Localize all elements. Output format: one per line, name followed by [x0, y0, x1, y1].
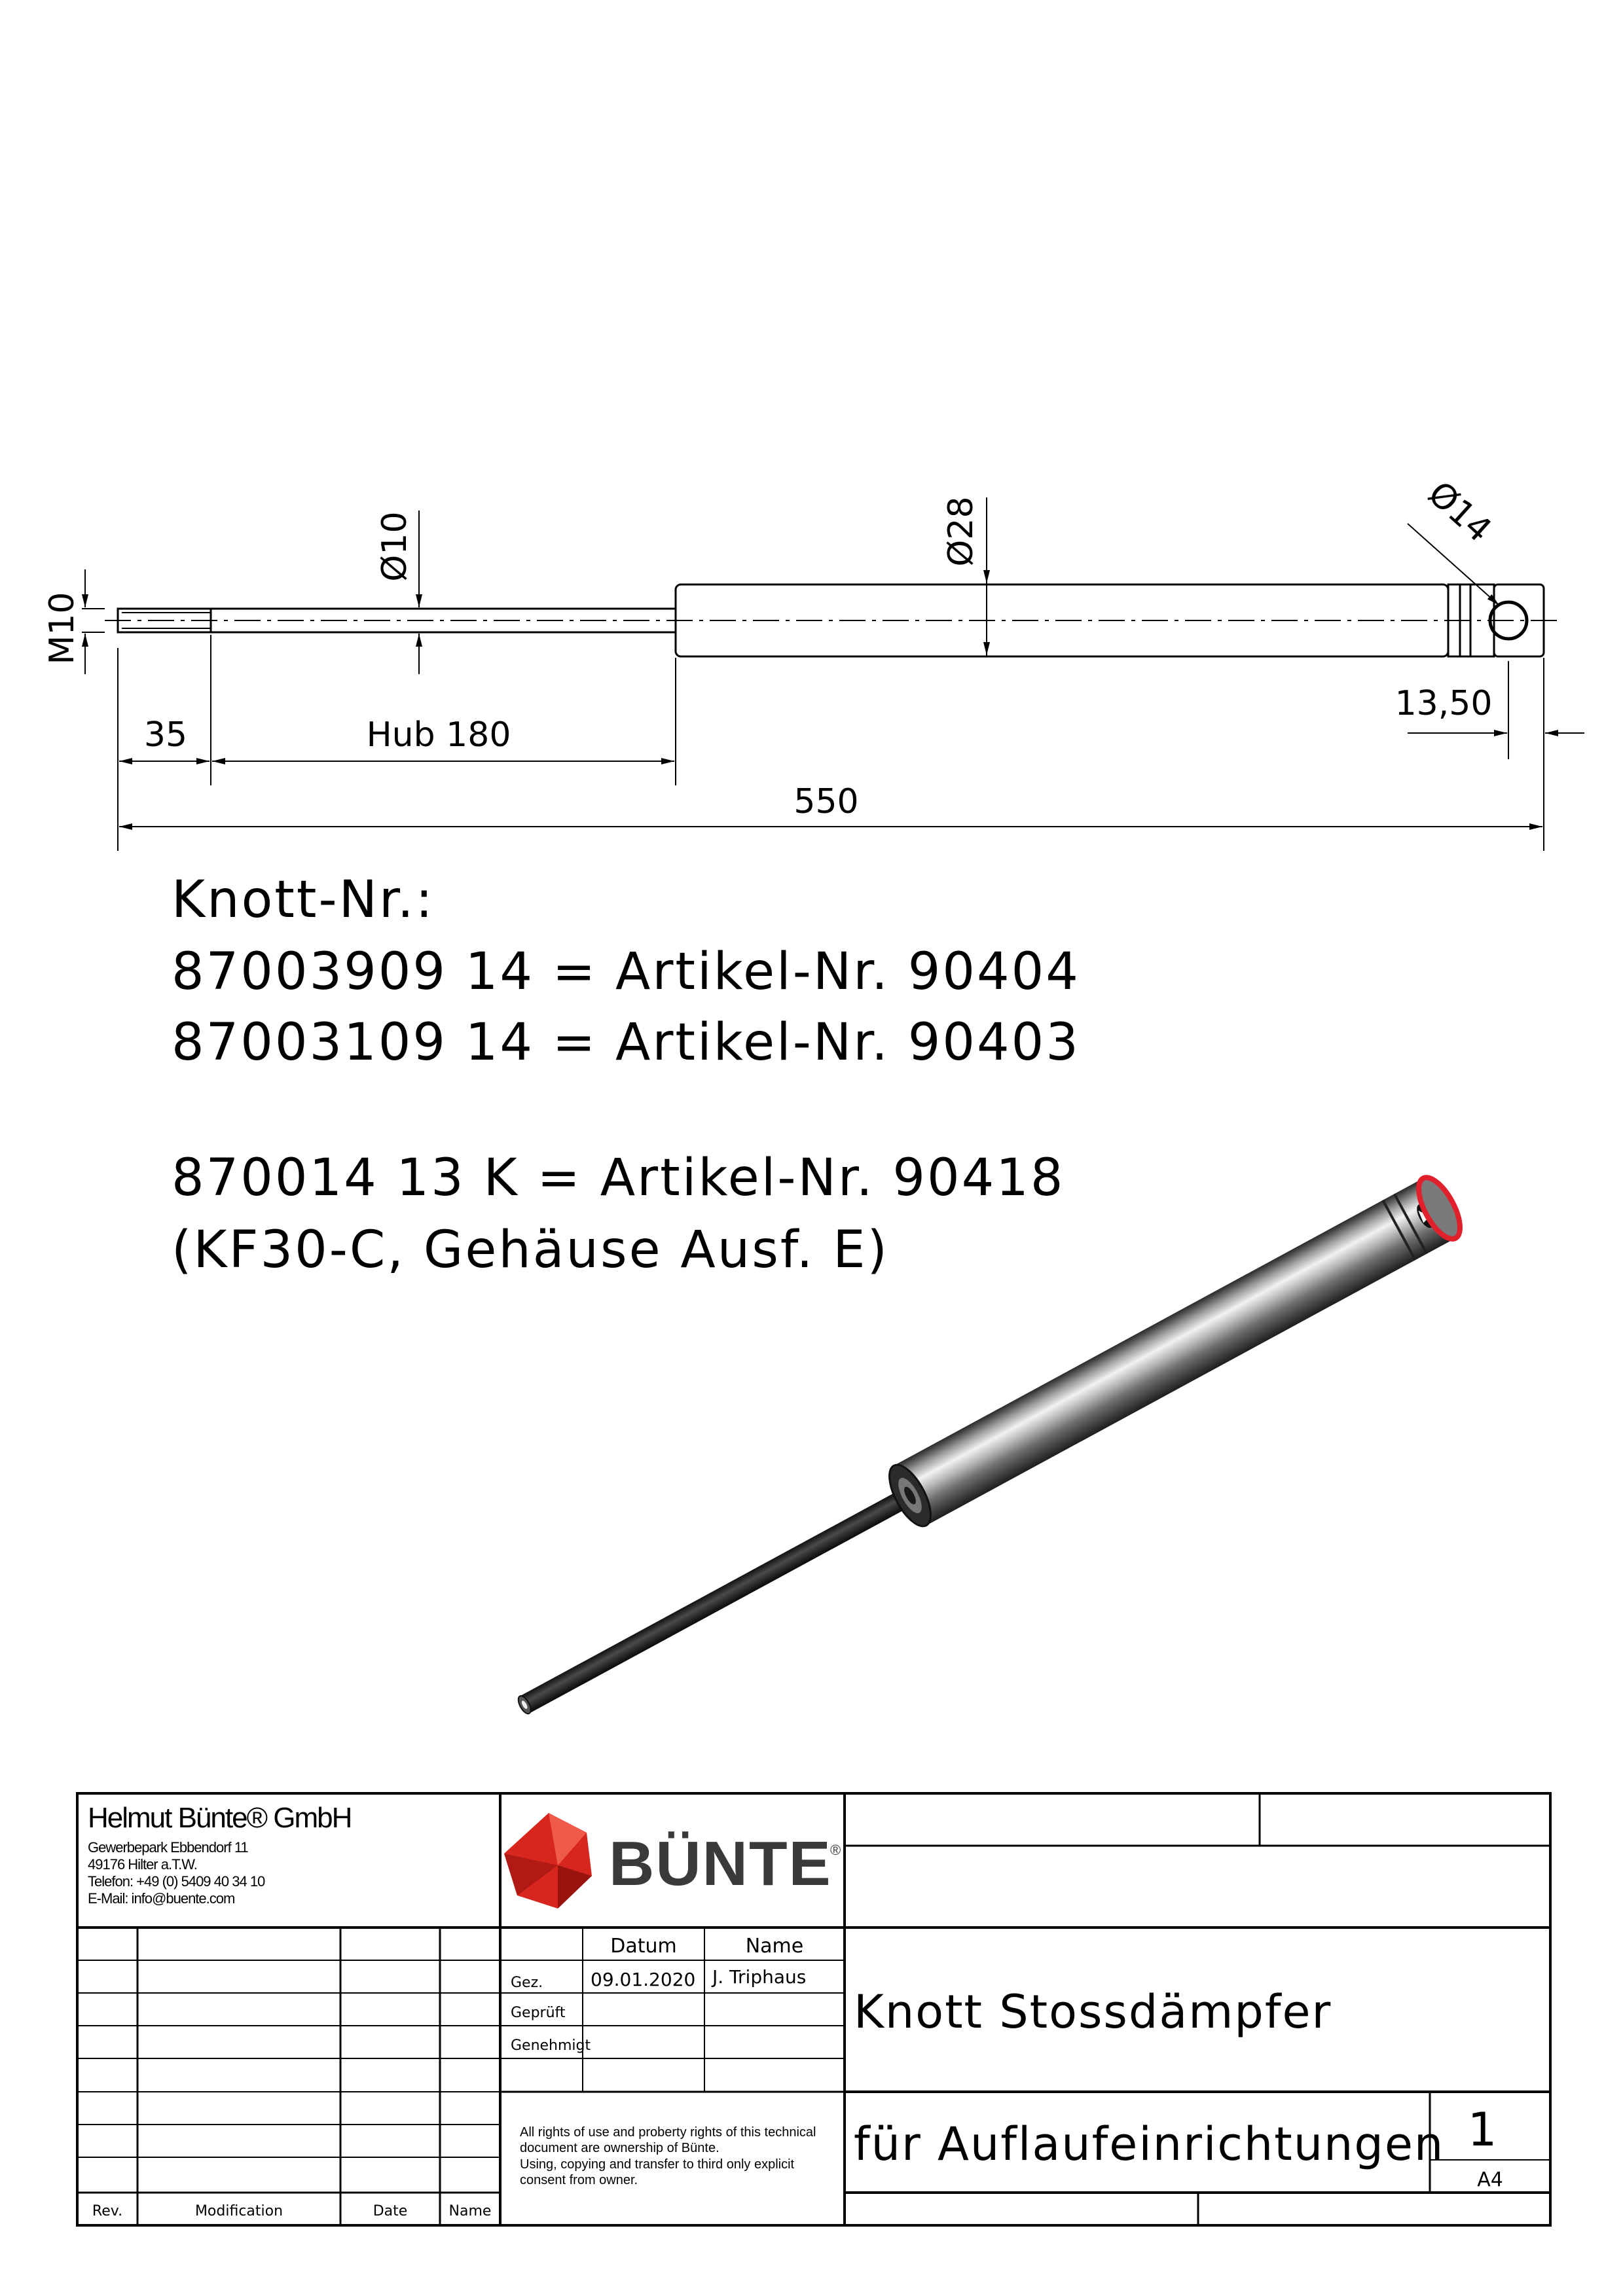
gez-date: 09.01.2020	[591, 1969, 696, 1990]
rights-line-1: All rights of use and proberty rights of this technical	[520, 2125, 816, 2140]
company-city: 49176 Hilter a.T.W.	[88, 1856, 197, 1873]
notes-line-4: (KF30-C, Gehäuse Ausf. E)	[172, 1221, 889, 1280]
dim-d14: Ø14	[1420, 474, 1499, 550]
row-gez: Gez.	[511, 1975, 543, 1991]
dim-m10: M10	[43, 592, 82, 665]
dim-total: 550	[793, 782, 859, 821]
notes-line-3: 870014 13 K = Artikel-Nr. 90418	[172, 1149, 1065, 1208]
rights-line-3: Using, copying and transfer to third only explicit	[520, 2157, 795, 2172]
rights-line-4: consent from owner.	[520, 2173, 638, 2187]
buente-logo	[504, 1813, 841, 1909]
notes-line-1: 87003909 14 = Artikel-Nr. 90404	[172, 942, 1080, 1001]
sheet-number: 1	[1467, 2103, 1497, 2157]
company-street: Gewerbepark Ebbendorf 11	[88, 1839, 248, 1856]
notes-heading: Knott-Nr.:	[172, 870, 435, 929]
rev-label: Rev.	[92, 2203, 123, 2219]
dim-35: 35	[143, 715, 188, 755]
dimension-labels	[43, 474, 1499, 821]
company-email: E-Mail: info@buente.com	[88, 1890, 235, 1907]
name-label: Name	[448, 2203, 492, 2219]
modification-label: Modification	[194, 2203, 283, 2219]
rights-line-2: document are ownership of Bünte.	[520, 2141, 720, 2155]
row-genehmigt: Genehmigt	[511, 2037, 591, 2054]
header-datum: Datum	[610, 1935, 677, 1958]
row-geprueft: Geprüft	[511, 2005, 566, 2021]
company-name: Helmut Bünte® GmbH	[88, 1802, 352, 1834]
date-label: Date	[373, 2203, 408, 2219]
dim-d10: Ø10	[375, 511, 414, 582]
company-address	[88, 1802, 351, 1907]
approval-table	[511, 1935, 806, 2054]
company-phone: Telefon: +49 (0) 5409 40 34 10	[88, 1873, 265, 1890]
shock-absorber-side-view	[105, 584, 1558, 656]
revision-header	[92, 2203, 492, 2219]
drawing-titles	[854, 1985, 1503, 2191]
header-name: Name	[745, 1935, 804, 1958]
dim-offset: 13,50	[1395, 684, 1493, 723]
drawing-title-1: Knott Stossdämpfer	[854, 1985, 1332, 2039]
sheet-format: A4	[1477, 2168, 1503, 2191]
gez-name: J. Triphaus	[712, 1966, 807, 1988]
notes-line-2: 87003109 14 = Artikel-Nr. 90403	[172, 1013, 1080, 1072]
dim-stroke: Hub 180	[366, 715, 511, 755]
rights-notice	[520, 2125, 816, 2187]
logo-registered: ®	[830, 1842, 841, 1858]
drawing-title-2: für Auflaufeinrichtungen	[854, 2117, 1445, 2171]
dim-d28: Ø28	[941, 496, 981, 567]
logo-text: BÜNTE	[609, 1829, 832, 1899]
